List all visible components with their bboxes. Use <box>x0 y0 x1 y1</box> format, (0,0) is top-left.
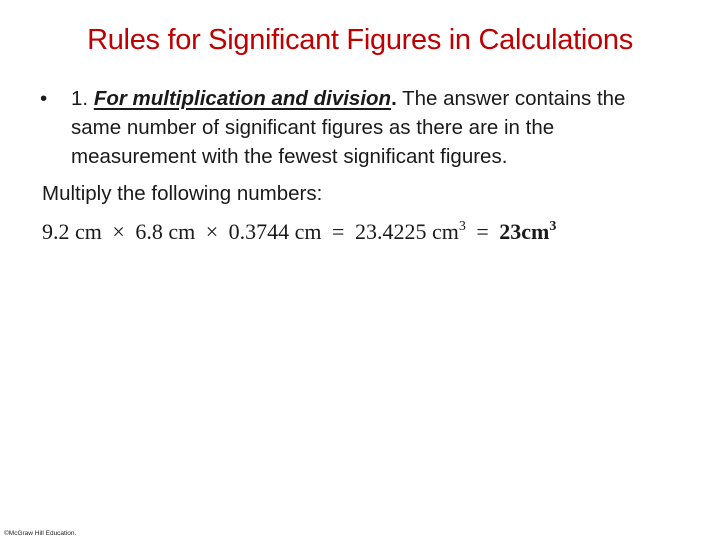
times-sign-1: × <box>112 219 125 244</box>
rule-number: 1. <box>71 87 89 110</box>
rule-body: The answer contains the same number of significant figures as there are in the measurement with the fewest significant figures. <box>71 87 626 168</box>
bullet-marker: • <box>40 87 48 110</box>
rule-heading-period: . <box>391 87 397 110</box>
rule-bullet <box>40 84 660 171</box>
multiplication-equation <box>42 219 556 245</box>
exercise-prompt: Multiply the following numbers: <box>42 182 323 205</box>
rule-heading: For multiplication and division <box>93 87 392 110</box>
slide-title: Rules for Significant Figures in Calculations <box>87 24 633 56</box>
times-sign-2: × <box>205 219 219 244</box>
rule-text <box>71 84 660 171</box>
factor-3: 0.3744 cm <box>228 219 322 244</box>
rounded-result: $23cm^3$ <box>499 219 557 244</box>
factor-1: 9.2 cm <box>42 219 102 244</box>
equals-sign-2: = <box>476 219 489 244</box>
raw-product: 23.4225 $cm^3$ <box>354 219 466 244</box>
copyright-footer: ©McGraw Hill Education. <box>4 530 77 537</box>
factor-2: 6.8 cm <box>135 219 196 244</box>
equals-sign-1: = <box>332 219 345 244</box>
